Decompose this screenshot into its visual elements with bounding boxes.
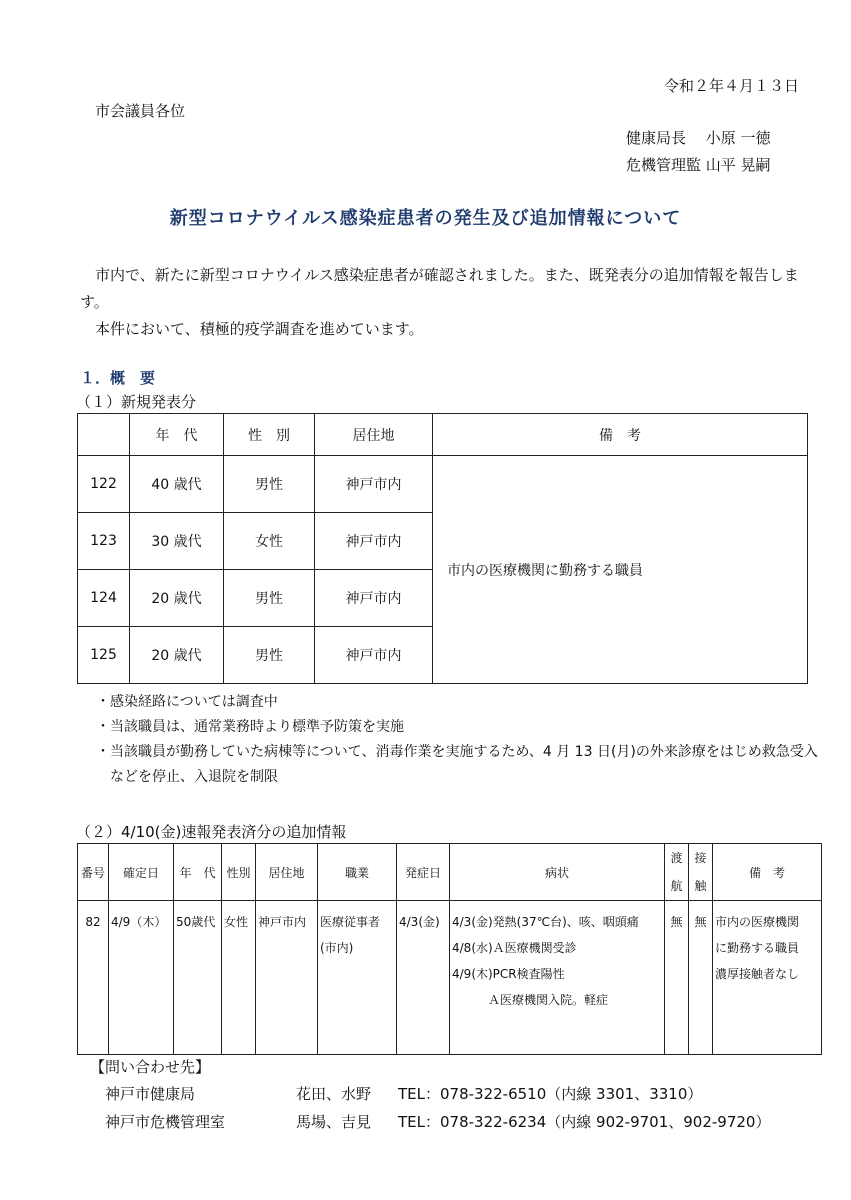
- table-row: [78, 456, 808, 513]
- case-sex: 男性: [224, 456, 315, 513]
- case-age: 40 歳代: [130, 456, 224, 513]
- case-contact: 無: [689, 901, 713, 1055]
- remarks-line: 市内の医療機関: [715, 915, 800, 929]
- column-header-travel-line: 航: [670, 879, 683, 893]
- addressee: 市会議員各位: [95, 102, 186, 120]
- note-item: ・当該職員が勤務していた病棟等について、消毒作業を実施するため、4 月 13 日(月)の外来診療をはじめ救急受入などを停止、入退院を制限: [96, 744, 818, 785]
- case-age: 30 歳代: [130, 513, 224, 570]
- case-onset-date: 4/3(金): [397, 901, 450, 1055]
- symptom-line: 4/9(木)PCR検査陽性: [452, 967, 565, 981]
- case-sex: 男性: [224, 570, 315, 627]
- contact-department: 神戸市健康局: [105, 1085, 196, 1103]
- column-header-age: 年 代: [130, 414, 224, 456]
- section-1-subheading: （１）新規発表分: [76, 393, 197, 411]
- sender-crisis-manager: 危機管理監 山平 晃嗣: [626, 156, 771, 174]
- column-header-number: 番号: [78, 844, 109, 901]
- symptom-line: 4/8(水)Ａ医療機関受診: [452, 941, 577, 955]
- column-header-symptoms: 病状: [450, 844, 665, 901]
- section-1-heading: １．概 要: [80, 369, 156, 387]
- column-header-remarks: 備 考: [433, 414, 808, 456]
- column-header-sex: 性別: [222, 844, 256, 901]
- document-date: 令和２年４月１３日: [663, 77, 799, 95]
- case-residence: 神戸市内: [315, 513, 433, 570]
- column-header-number: [78, 414, 130, 456]
- occupation-line: 医療従事者: [320, 915, 381, 929]
- intro-paragraph-2: 本件において、積極的疫学調査を進めています。: [95, 320, 424, 338]
- case-number: 123: [78, 513, 130, 570]
- column-header-residence: 居住地: [315, 414, 433, 456]
- section-2-subheading: （２）4/10(金)速報発表済分の追加情報: [76, 823, 347, 841]
- case-number: 122: [78, 456, 130, 513]
- intro-text: [80, 262, 800, 343]
- sender-health-director: 健康局長 小原 一徳: [626, 129, 771, 147]
- case-age: 20 歳代: [130, 570, 224, 627]
- table-header-row: [78, 844, 822, 901]
- case-remarks: [713, 901, 822, 1055]
- notes-list: [90, 690, 820, 790]
- column-header-sex: 性 別: [224, 414, 315, 456]
- contact-phone: TEL：078-322-6234（内線 902-9701、902-9720）: [398, 1113, 771, 1131]
- case-residence: 神戸市内: [315, 456, 433, 513]
- column-header-contact: [689, 844, 713, 901]
- table-row: [78, 901, 822, 1055]
- contact-names: 馬場、吉見: [296, 1113, 372, 1131]
- additional-info-table: [77, 843, 822, 1055]
- column-header-residence: 居住地: [256, 844, 318, 901]
- case-symptoms: [450, 901, 665, 1055]
- contact-names: 花田、水野: [296, 1085, 372, 1103]
- new-cases-table: [77, 413, 808, 684]
- case-number: 125: [78, 627, 130, 684]
- note-item: ・感染経路については調査中: [96, 694, 278, 710]
- occupation-line: (市内): [320, 941, 354, 955]
- case-travel: 無: [665, 901, 689, 1055]
- column-header-remarks: 備 考: [713, 844, 822, 901]
- note-item: ・当該職員は、通常業務時より標準予防策を実施: [96, 719, 404, 735]
- column-header-age: 年 代: [174, 844, 222, 901]
- case-residence: 神戸市内: [256, 901, 318, 1055]
- case-age: 20 歳代: [130, 627, 224, 684]
- remarks-line: 濃厚接触者なし: [715, 967, 800, 981]
- case-number: 124: [78, 570, 130, 627]
- symptom-line: Ａ医療機関入院。軽症: [452, 993, 609, 1007]
- case-confirmed-date: 4/9（木）: [109, 901, 174, 1055]
- column-header-confirmed-date: 確定日: [109, 844, 174, 901]
- remarks-line: に勤務する職員: [715, 941, 800, 955]
- case-number: 82: [78, 901, 109, 1055]
- document-title: 新型コロナウイルス感染症患者の発生及び追加情報について: [169, 208, 682, 229]
- column-header-contact-line: 接: [694, 851, 707, 865]
- case-residence: 神戸市内: [315, 570, 433, 627]
- column-header-travel-line: 渡: [670, 851, 683, 865]
- column-header-contact-line: 触: [694, 879, 707, 893]
- column-header-travel: [665, 844, 689, 901]
- column-header-occupation: 職業: [318, 844, 397, 901]
- table-header-row: [78, 414, 808, 456]
- case-sex: 女性: [222, 901, 256, 1055]
- contact-department: 神戸市危機管理室: [105, 1113, 226, 1131]
- case-sex: 女性: [224, 513, 315, 570]
- contact-heading: 【問い合わせ先】: [90, 1058, 211, 1076]
- column-header-onset-date: 発症日: [397, 844, 450, 901]
- case-occupation: [318, 901, 397, 1055]
- case-sex: 男性: [224, 627, 315, 684]
- contact-phone: TEL：078-322-6510（内線 3301、3310）: [398, 1085, 703, 1103]
- case-residence: 神戸市内: [315, 627, 433, 684]
- case-age: 50歳代: [174, 901, 222, 1055]
- symptom-line: 4/3(金)発熱(37℃台)、咳、咽頭痛: [452, 915, 639, 929]
- intro-paragraph-1: 市内で、新たに新型コロナウイルス感染症患者が確認されました。また、既発表分の追加情報を報告します。: [80, 266, 799, 311]
- case-remarks: 市内の医療機関に勤務する職員: [433, 456, 808, 684]
